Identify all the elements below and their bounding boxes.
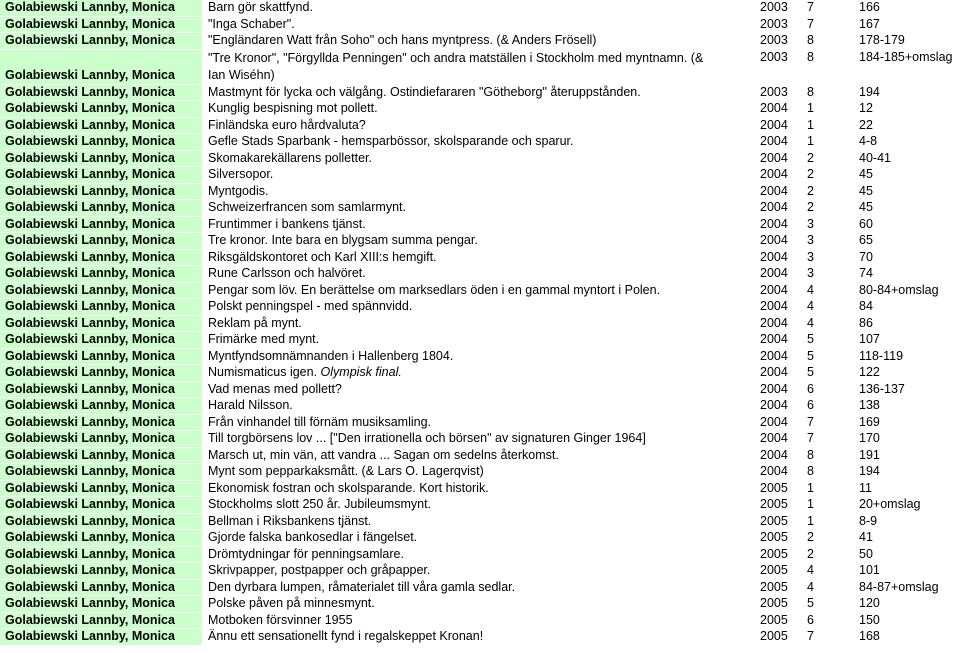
title-cell: Fruntimmer i bankens tjänst. xyxy=(203,216,755,233)
page-cell: 191 xyxy=(848,447,960,464)
author-cell: Golabiewski Lannby, Monica xyxy=(0,563,203,580)
table-row xyxy=(0,381,960,398)
author-cell: Golabiewski Lannby, Monica xyxy=(0,0,203,16)
author-cell: Golabiewski Lannby, Monica xyxy=(0,431,203,448)
year-cell: 2004 xyxy=(755,381,796,398)
table-row xyxy=(0,315,960,332)
issue-number-cell: 7 xyxy=(796,414,848,431)
table-row xyxy=(0,513,960,530)
table-row xyxy=(0,266,960,283)
author-cell: Golabiewski Lannby, Monica xyxy=(0,200,203,217)
year-cell: 2004 xyxy=(755,150,796,167)
table-row xyxy=(0,497,960,514)
year-cell: 2003 xyxy=(755,49,796,84)
table-row xyxy=(0,200,960,217)
title-cell xyxy=(203,49,755,84)
year-cell: 2004 xyxy=(755,200,796,217)
page-cell: 101 xyxy=(848,563,960,580)
issue-number-cell: 8 xyxy=(796,33,848,50)
issue-number-cell: 8 xyxy=(796,464,848,481)
table-row xyxy=(0,414,960,431)
page-cell: 70 xyxy=(848,249,960,266)
author-cell: Golabiewski Lannby, Monica xyxy=(0,49,203,84)
year-cell: 2004 xyxy=(755,216,796,233)
issue-number-cell: 6 xyxy=(796,381,848,398)
issue-number-cell: 3 xyxy=(796,216,848,233)
year-cell: 2004 xyxy=(755,167,796,184)
page-cell: 122 xyxy=(848,365,960,382)
title-cell: Skomakarekällarens polletter. xyxy=(203,150,755,167)
page-cell: 74 xyxy=(848,266,960,283)
table-row xyxy=(0,447,960,464)
table-row xyxy=(0,117,960,134)
table-row xyxy=(0,33,960,50)
title-cell: Till torgbörsens lov ... ["Den irrationella och börsen" av signaturen Ginger 1964] xyxy=(203,431,755,448)
issue-number-cell: 1 xyxy=(796,513,848,530)
table-row xyxy=(0,84,960,101)
title-cell: Frimärke med mynt. xyxy=(203,332,755,349)
year-cell: 2003 xyxy=(755,84,796,101)
issue-number-cell: 1 xyxy=(796,134,848,151)
table-row xyxy=(0,579,960,596)
table-row xyxy=(0,431,960,448)
author-cell: Golabiewski Lannby, Monica xyxy=(0,530,203,547)
page-cell: 118-119 xyxy=(848,348,960,365)
author-cell: Golabiewski Lannby, Monica xyxy=(0,332,203,349)
author-cell: Golabiewski Lannby, Monica xyxy=(0,84,203,101)
table-row xyxy=(0,530,960,547)
title-cell: Drömtydningar för penningsamlare. xyxy=(203,546,755,563)
title-cell: Schweizerfrancen som samlarmynt. xyxy=(203,200,755,217)
title-cell: Silversopor. xyxy=(203,167,755,184)
issue-number-cell: 3 xyxy=(796,249,848,266)
author-cell: Golabiewski Lannby, Monica xyxy=(0,16,203,33)
author-cell: Golabiewski Lannby, Monica xyxy=(0,414,203,431)
author-cell: Golabiewski Lannby, Monica xyxy=(0,447,203,464)
table-row xyxy=(0,596,960,613)
issue-number-cell: 7 xyxy=(796,431,848,448)
year-cell: 2005 xyxy=(755,497,796,514)
issue-number-cell: 4 xyxy=(796,563,848,580)
issue-number-cell: 4 xyxy=(796,282,848,299)
table-row xyxy=(0,183,960,200)
page-cell: 178-179 xyxy=(848,33,960,50)
year-cell: 2004 xyxy=(755,233,796,250)
author-cell: Golabiewski Lannby, Monica xyxy=(0,612,203,629)
table-row xyxy=(0,134,960,151)
author-cell: Golabiewski Lannby, Monica xyxy=(0,497,203,514)
page-cell: 45 xyxy=(848,167,960,184)
issue-number-cell: 5 xyxy=(796,348,848,365)
issue-number-cell: 2 xyxy=(796,183,848,200)
year-cell: 2003 xyxy=(755,16,796,33)
page-cell: 168 xyxy=(848,629,960,646)
issue-number-cell: 5 xyxy=(796,332,848,349)
title-cell: Barn gör skattfynd. xyxy=(203,0,755,16)
year-cell: 2005 xyxy=(755,530,796,547)
title-cell: Polske påven på minnesmynt. xyxy=(203,596,755,613)
table-row xyxy=(0,365,960,382)
title-cell: Riksgäldskontoret och Karl XIII:s hemgift. xyxy=(203,249,755,266)
author-cell: Golabiewski Lannby, Monica xyxy=(0,282,203,299)
title-cell: Motboken försvinner 1955 xyxy=(203,612,755,629)
issue-number-cell: 2 xyxy=(796,530,848,547)
page-cell: 65 xyxy=(848,233,960,250)
title-cell: Harald Nilsson. xyxy=(203,398,755,415)
title-cell: Numismaticus igen. Olympisk final. xyxy=(203,365,755,382)
author-cell: Golabiewski Lannby, Monica xyxy=(0,249,203,266)
page-cell: 80-84+omslag xyxy=(848,282,960,299)
table-row xyxy=(0,0,960,16)
year-cell: 2005 xyxy=(755,629,796,646)
title-cell: Bellman i Riksbankens tjänst. xyxy=(203,513,755,530)
issue-number-cell: 7 xyxy=(796,0,848,16)
author-cell: Golabiewski Lannby, Monica xyxy=(0,299,203,316)
page-cell: 40-41 xyxy=(848,150,960,167)
table-row xyxy=(0,629,960,646)
author-cell: Golabiewski Lannby, Monica xyxy=(0,150,203,167)
table-row xyxy=(0,348,960,365)
table-row xyxy=(0,150,960,167)
issue-number-cell: 1 xyxy=(796,497,848,514)
page-cell: 20+omslag xyxy=(848,497,960,514)
page-cell: 41 xyxy=(848,530,960,547)
author-cell: Golabiewski Lannby, Monica xyxy=(0,596,203,613)
title-cell: Tre kronor. Inte bara en blygsam summa pengar. xyxy=(203,233,755,250)
author-cell: Golabiewski Lannby, Monica xyxy=(0,546,203,563)
table-row xyxy=(0,299,960,316)
year-cell: 2004 xyxy=(755,266,796,283)
title-cell: Finländska euro hårdvaluta? xyxy=(203,117,755,134)
year-cell: 2005 xyxy=(755,612,796,629)
table-row xyxy=(0,282,960,299)
table-row xyxy=(0,249,960,266)
year-cell: 2004 xyxy=(755,299,796,316)
title-cell: Mynt som pepparkaksmått. (& Lars O. Lagerqvist) xyxy=(203,464,755,481)
title-cell: Myntgodis. xyxy=(203,183,755,200)
year-cell: 2004 xyxy=(755,134,796,151)
page-cell: 194 xyxy=(848,464,960,481)
page-cell: 194 xyxy=(848,84,960,101)
table-row xyxy=(0,49,960,84)
issue-number-cell: 4 xyxy=(796,315,848,332)
page-cell: 11 xyxy=(848,480,960,497)
issue-number-cell: 3 xyxy=(796,266,848,283)
page-cell: 45 xyxy=(848,200,960,217)
author-cell: Golabiewski Lannby, Monica xyxy=(0,266,203,283)
author-cell: Golabiewski Lannby, Monica xyxy=(0,629,203,646)
author-cell: Golabiewski Lannby, Monica xyxy=(0,579,203,596)
title-cell: Från vinhandel till förnäm musiksamling. xyxy=(203,414,755,431)
issue-number-cell: 8 xyxy=(796,49,848,84)
author-cell: Golabiewski Lannby, Monica xyxy=(0,183,203,200)
table-row xyxy=(0,167,960,184)
page-cell: 4-8 xyxy=(848,134,960,151)
title-cell: Mastmynt för lycka och välgång. Ostindiefararen "Götheborg" återuppstånden. xyxy=(203,84,755,101)
year-cell: 2004 xyxy=(755,365,796,382)
title-cell: Stockholms slott 250 år. Jubileumsmynt. xyxy=(203,497,755,514)
issue-number-cell: 4 xyxy=(796,299,848,316)
year-cell: 2004 xyxy=(755,249,796,266)
year-cell: 2004 xyxy=(755,332,796,349)
table-row xyxy=(0,233,960,250)
year-cell: 2004 xyxy=(755,282,796,299)
table-row xyxy=(0,612,960,629)
year-cell: 2005 xyxy=(755,579,796,596)
issue-number-cell: 3 xyxy=(796,233,848,250)
issue-number-cell: 2 xyxy=(796,167,848,184)
year-cell: 2005 xyxy=(755,563,796,580)
year-cell: 2004 xyxy=(755,447,796,464)
title-cell: Ännu ett sensationellt fynd i regalskeppet Kronan! xyxy=(203,629,755,646)
title-continuation-line: Ian Wiséhn) xyxy=(208,67,275,82)
author-cell: Golabiewski Lannby, Monica xyxy=(0,216,203,233)
year-cell: 2004 xyxy=(755,431,796,448)
issue-number-cell: 8 xyxy=(796,84,848,101)
page-cell: 169 xyxy=(848,414,960,431)
issue-number-cell: 7 xyxy=(796,16,848,33)
table-row xyxy=(0,464,960,481)
title-cell: Rune Carlsson och halvöret. xyxy=(203,266,755,283)
page-cell: 22 xyxy=(848,117,960,134)
page-cell: 166 xyxy=(848,0,960,16)
issue-number-cell: 1 xyxy=(796,480,848,497)
title-cell: Polskt penningspel - med spännvidd. xyxy=(203,299,755,316)
year-cell: 2004 xyxy=(755,464,796,481)
author-cell: Golabiewski Lannby, Monica xyxy=(0,315,203,332)
year-cell: 2004 xyxy=(755,398,796,415)
issue-number-cell: 4 xyxy=(796,579,848,596)
author-cell: Golabiewski Lannby, Monica xyxy=(0,117,203,134)
title-cell: Gjorde falska bankosedlar i fängelset. xyxy=(203,530,755,547)
page-cell: 120 xyxy=(848,596,960,613)
author-cell: Golabiewski Lannby, Monica xyxy=(0,381,203,398)
author-cell: Golabiewski Lannby, Monica xyxy=(0,398,203,415)
page-cell: 150 xyxy=(848,612,960,629)
title-cell: Den dyrbara lumpen, råmaterialet till våra gamla sedlar. xyxy=(203,579,755,596)
page-cell: 60 xyxy=(848,216,960,233)
page-cell: 45 xyxy=(848,183,960,200)
table-row xyxy=(0,216,960,233)
title-cell: Gefle Stads Sparbank - hemsparbössor, skolsparande och sparur. xyxy=(203,134,755,151)
year-cell: 2003 xyxy=(755,0,796,16)
table-row xyxy=(0,398,960,415)
author-cell: Golabiewski Lannby, Monica xyxy=(0,101,203,118)
author-cell: Golabiewski Lannby, Monica xyxy=(0,513,203,530)
page-cell: 107 xyxy=(848,332,960,349)
issue-number-cell: 8 xyxy=(796,447,848,464)
page-cell: 84 xyxy=(848,299,960,316)
author-cell: Golabiewski Lannby, Monica xyxy=(0,134,203,151)
author-cell: Golabiewski Lannby, Monica xyxy=(0,365,203,382)
author-cell: Golabiewski Lannby, Monica xyxy=(0,167,203,184)
page-cell: 138 xyxy=(848,398,960,415)
table-row xyxy=(0,101,960,118)
issue-number-cell: 6 xyxy=(796,612,848,629)
page-cell: 170 xyxy=(848,431,960,448)
page-cell: 84-87+omslag xyxy=(848,579,960,596)
title-cell: Pengar som löv. En berättelse om marksedlars öden i en gammal myntort i Polen. xyxy=(203,282,755,299)
author-cell: Golabiewski Lannby, Monica xyxy=(0,480,203,497)
year-cell: 2005 xyxy=(755,596,796,613)
title-cell: Myntfyndsomnämnanden i Hallenberg 1804. xyxy=(203,348,755,365)
page-cell: 8-9 xyxy=(848,513,960,530)
table-row xyxy=(0,480,960,497)
year-cell: 2004 xyxy=(755,117,796,134)
issue-number-cell: 1 xyxy=(796,117,848,134)
author-cell: Golabiewski Lannby, Monica xyxy=(0,33,203,50)
year-cell: 2003 xyxy=(755,33,796,50)
title-cell: Reklam på mynt. xyxy=(203,315,755,332)
title-cell: Skrivpapper, postpapper och gråpapper. xyxy=(203,563,755,580)
issue-number-cell: 5 xyxy=(796,365,848,382)
issue-number-cell: 6 xyxy=(796,398,848,415)
year-cell: 2004 xyxy=(755,348,796,365)
year-cell: 2005 xyxy=(755,546,796,563)
year-cell: 2004 xyxy=(755,101,796,118)
table-row xyxy=(0,563,960,580)
page-cell: 167 xyxy=(848,16,960,33)
title-cell: "Inga Schaber". xyxy=(203,16,755,33)
title-cell: Vad menas med pollett? xyxy=(203,381,755,398)
year-cell: 2005 xyxy=(755,480,796,497)
author-cell: Golabiewski Lannby, Monica xyxy=(0,348,203,365)
title-line: "Tre Kronor", "Förgyllda Penningen" och andra matställen i Stockholm med myntnamn. (& xyxy=(208,50,704,65)
author-cell: Golabiewski Lannby, Monica xyxy=(0,233,203,250)
italic-subtitle: Olympisk final. xyxy=(320,365,402,379)
title-cell: Kunglig bespisning mot pollett. xyxy=(203,101,755,118)
table-row xyxy=(0,546,960,563)
issue-number-cell: 2 xyxy=(796,546,848,563)
year-cell: 2004 xyxy=(755,183,796,200)
page-cell: 136-137 xyxy=(848,381,960,398)
page-cell: 12 xyxy=(848,101,960,118)
title-cell: "Engländaren Watt från Soho" och hans myntpress. (& Anders Frösell) xyxy=(203,33,755,50)
issue-number-cell: 7 xyxy=(796,629,848,646)
page-cell: 86 xyxy=(848,315,960,332)
page-cell: 50 xyxy=(848,546,960,563)
issue-number-cell: 2 xyxy=(796,150,848,167)
table-row xyxy=(0,16,960,33)
table-row xyxy=(0,332,960,349)
issue-number-cell: 2 xyxy=(796,200,848,217)
year-cell: 2005 xyxy=(755,513,796,530)
year-cell: 2004 xyxy=(755,414,796,431)
issue-number-cell: 5 xyxy=(796,596,848,613)
author-cell: Golabiewski Lannby, Monica xyxy=(0,464,203,481)
title-cell: Marsch ut, min vän, att vandra ... Sagan om sedelns återkomst. xyxy=(203,447,755,464)
year-cell: 2004 xyxy=(755,315,796,332)
issue-number-cell: 1 xyxy=(796,101,848,118)
title-cell: Ekonomisk fostran och skolsparande. Kort historik. xyxy=(203,480,755,497)
page-cell: 184-185+omslag xyxy=(848,49,960,84)
